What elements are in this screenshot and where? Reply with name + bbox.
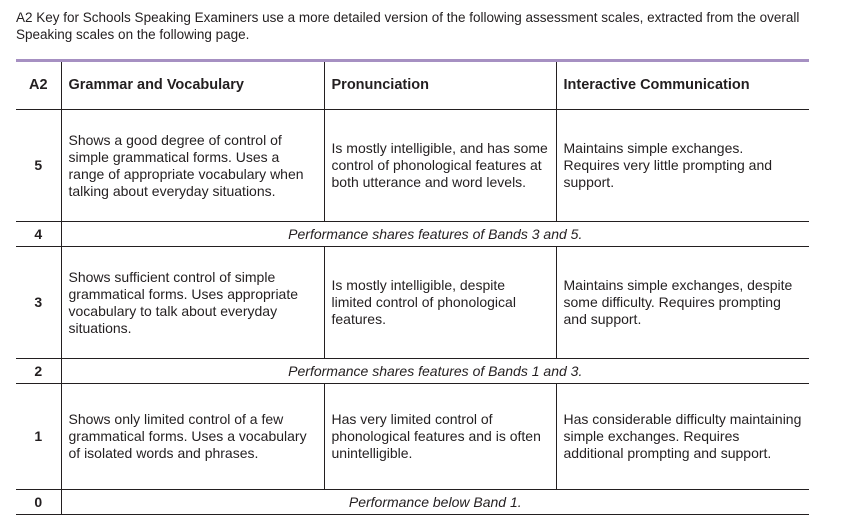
shared-features-note: Performance below Band 1. (61, 490, 809, 515)
band-number: 5 (16, 110, 61, 222)
shared-features-note: Performance shares features of Bands 3 and 5. (61, 222, 809, 247)
assessment-scales-table (16, 59, 809, 515)
interactive-communication-descriptor: Maintains simple exchanges. Requires very little prompting and support. (556, 110, 809, 222)
band-number: 3 (16, 247, 61, 359)
pronunciation-descriptor: Has very limited control of phonological features and is often unintelligible. (324, 384, 556, 490)
band-3-row (16, 247, 809, 359)
shared-features-note: Performance shares features of Bands 1 and 3. (61, 359, 809, 384)
grammar-vocabulary-descriptor: Shows sufficient control of simple grammatical forms. Uses appropriate vocabulary to talk about everyday situations. (61, 247, 324, 359)
grammar-vocabulary-descriptor: Shows only limited control of a few grammatical forms. Uses a vocabulary of isolated words and phrases. (61, 384, 324, 490)
interactive-communication-header: Interactive Communication (556, 61, 809, 110)
grammar-vocabulary-header: Grammar and Vocabulary (61, 61, 324, 110)
pronunciation-descriptor: Is mostly intelligible, despite limited control of phonological features. (324, 247, 556, 359)
band-2-row (16, 359, 809, 384)
band-number: 2 (16, 359, 61, 384)
header-row (16, 61, 809, 110)
band-4-row (16, 222, 809, 247)
band-1-row (16, 384, 809, 490)
interactive-communication-descriptor: Has considerable difficulty maintaining simple exchanges. Requires additional prompting and support. (556, 384, 809, 490)
level-header: A2 (16, 61, 61, 110)
band-number: 4 (16, 222, 61, 247)
band-5-row (16, 110, 809, 222)
pronunciation-descriptor: Is mostly intelligible, and has some control of phonological features at both utterance and word levels. (324, 110, 556, 222)
band-number: 0 (16, 490, 61, 515)
band-0-row (16, 490, 809, 515)
grammar-vocabulary-descriptor: Shows a good degree of control of simple grammatical forms. Uses a range of appropriate vocabulary when talking about everyday situations. (61, 110, 324, 222)
interactive-communication-descriptor: Maintains simple exchanges, despite some difficulty. Requires prompting and support. (556, 247, 809, 359)
intro-text: A2 Key for Schools Speaking Examiners use a more detailed version of the following assessment scales, extracted from the overall Speaking scales on the following page. (16, 10, 800, 42)
pronunciation-header: Pronunciation (324, 61, 556, 110)
band-number: 1 (16, 384, 61, 490)
